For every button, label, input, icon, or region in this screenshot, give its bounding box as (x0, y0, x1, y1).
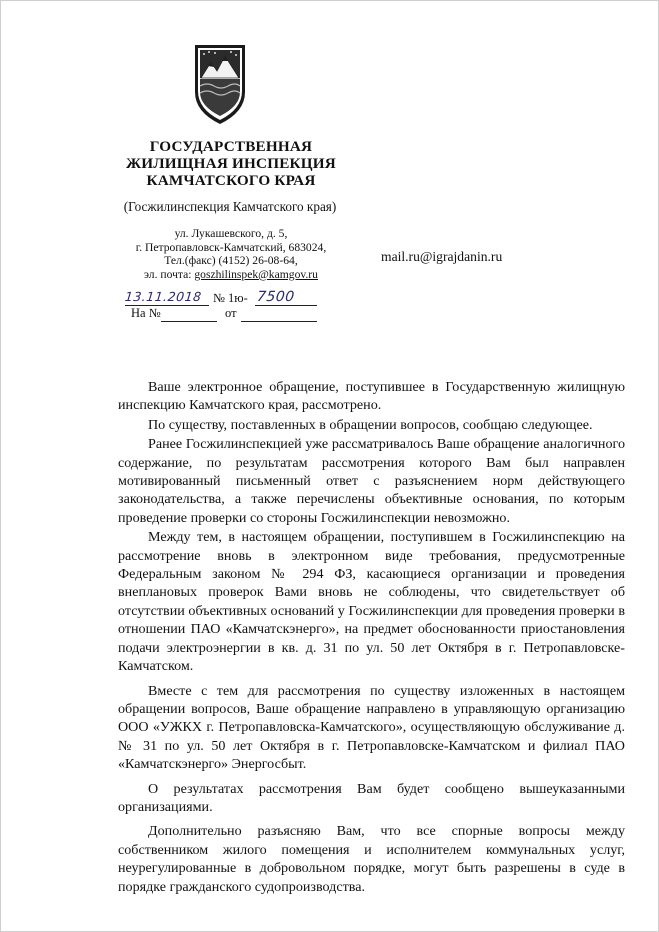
outgoing-number-label: № 1ю- (213, 291, 248, 305)
reply-number-underline (161, 321, 217, 322)
paragraph-6: О результатах рассмотрения Вам будет сообщено вышеуказанными организациями. (118, 780, 625, 815)
email-label: эл. почта: (144, 267, 195, 281)
reply-date-label: от (225, 306, 237, 320)
reply-to-number-label: На № (131, 306, 161, 320)
handwritten-date: 13.11.2018 (124, 289, 203, 304)
paragraph-2: По существу, поставленных в обращении вопросов, сообщаю следующее. (148, 416, 593, 433)
address-street: ул. Лукашевского, д. 5, (174, 227, 288, 240)
org-name-line-3: КАМЧАТСКОГО КРАЯ (146, 172, 316, 189)
paragraph-4: Между тем, в настоящем обращении, поступившем в Госжилинспекцию на рассмотрение вновь в электронном виде требования, предусмотренные Федеральным законом № 294 ФЗ, касающиеся организации и проведения внеплановых проверок Вами вновь не соблюдены, что свидетельствует об отсутствии объективных оснований у Госжилинспекции для проведения проверки в отношении ПАО «Камчатскэнерго», на предмет обоснованности приостановления подачи электроэнергии в кв. д. 31 по ул. 50 лет Октября в г. Петропавловске-Камчатском. (118, 529, 625, 675)
email-link[interactable]: goszhilinspek@kamgov.ru (194, 267, 318, 281)
organization-short-name: (Госжилинспекция Камчатского края) (123, 199, 337, 214)
handwritten-number: 7500 (256, 289, 296, 305)
organization-address (101, 227, 361, 281)
paragraph-7: Дополнительно разъясняю Вам, что все спорные вопросы между собственником жилого помещения и исполнителем коммунальных услуг, неурегулированные в добровольном порядке, могут быть разрешены в суде в порядке гражданского судопроизводства. (118, 823, 625, 895)
address-email-line (101, 268, 361, 282)
paragraph-5: Вместе с тем для рассмотрения по существу изложенных в настоящем обращении вопросов, Ваше обращение направлено в управляющую организацию ООО «УЖКХ г. Петропавловска-Камчатского», осуществляющую обслуживание д. № 31 по ул. 50 лет Октября в г. Петропавловске-Камчатском и филиал ПАО «Камчатскэнерго» Энергосбыт. (118, 682, 625, 773)
letter-body (118, 378, 625, 896)
recipient-email: mail.ru@igrajdanin.ru (381, 249, 503, 264)
address-phone: Тел.(факс) (4152) 26-08-64, (164, 254, 298, 268)
address-city: г. Петропавловск-Камчатский, 683024, (135, 240, 327, 254)
reply-date-underline (241, 321, 317, 322)
paragraph-1: Ваше электронное обращение, поступившее в Государственную жилищную инспекцию Камчатского края, рассмотрено. (118, 379, 625, 414)
paragraph-3: Ранее Госжилинспекцией уже рассматривалось Ваше обращение аналогичного содержание, по результатам рассмотрения которого Вам был направлен мотивированный письменный ответ с разъяснением норм действующего законодательства, а также перечислены объективные основания, по которым проведение проверки со стороны Госжилинспекции невозможно. (118, 436, 625, 526)
number-underline (255, 305, 317, 306)
organization-name (111, 138, 351, 189)
org-name-line-1: ГОСУДАРСТВЕННАЯ (149, 138, 313, 155)
org-name-line-2: ЖИЛИЩНАЯ ИНСПЕКЦИЯ (126, 155, 336, 172)
kamchatka-coat-of-arms-icon (189, 42, 251, 126)
